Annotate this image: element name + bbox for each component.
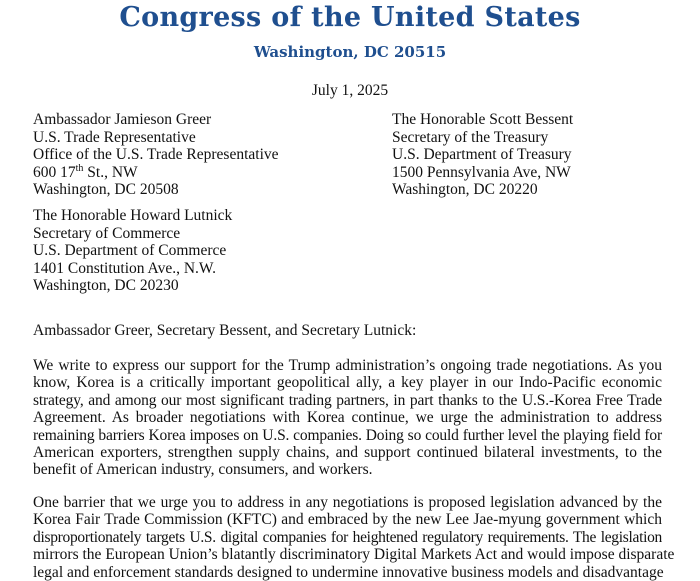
recipient-line: Washington, DC 20230: [33, 277, 179, 294]
paragraph-line: strategy, and among our most significant trading partners, in part thanks to the U.S.-Korea Free Trade: [33, 391, 662, 409]
recipient-lutnick: [33, 207, 232, 295]
letter-date: July 1, 2025: [311, 82, 389, 99]
recipient-bessent: [392, 111, 573, 199]
ordinal-suffix: th: [75, 162, 84, 174]
recipient-line: Washington, DC 20508: [33, 181, 179, 198]
recipient-line: U.S. Trade Representative: [33, 128, 196, 146]
street-number: 600 17: [33, 163, 76, 181]
recipient-line: Washington, DC 20220: [392, 181, 538, 198]
paragraph-line: disproportionately targets U.S. digital companies for heightened regulatory requirements. The legislation: [33, 528, 662, 546]
street-name: St., NW: [83, 163, 138, 181]
recipient-line: The Honorable Scott Bessent: [392, 111, 574, 128]
paragraph-line: American exporters, strengthen supply chains, and support continued bilateral investments, to the: [33, 443, 662, 461]
body-paragraph-1: [33, 357, 662, 479]
paragraph-line: One barrier that we urge you to address in any negotiations is proposed legislation advanced by the: [33, 494, 662, 511]
salutation: Ambassador Greer, Secretary Bessent, and Secretary Lutnick:: [33, 322, 417, 339]
body-paragraph-2: [33, 494, 675, 581]
letterhead-title: Congress of the United States: [119, 2, 581, 33]
paragraph-line: benefit of American industry, consumers, and workers.: [33, 461, 373, 479]
recipient-line: 1500 Pennsylvania Ave, NW: [392, 163, 571, 181]
paragraph-line: Korea Fair Trade Commission (KFTC) and embraced by the new Lee Jae-myung government which: [33, 511, 662, 529]
recipient-line: 1401 Constitution Ave., N.W.: [33, 259, 216, 277]
recipient-line: Ambassador Jamieson Greer: [33, 111, 212, 128]
recipient-line: The Honorable Howard Lutnick: [33, 207, 233, 224]
recipient-line: U.S. Department of Commerce: [33, 242, 227, 259]
recipient-line: U.S. Department of Treasury: [392, 146, 572, 163]
recipient-greer: [33, 111, 279, 199]
recipient-street-line: [33, 164, 279, 182]
letterhead-address: Washington, DC 20515: [253, 43, 447, 61]
paragraph-line: mirrors the European Union’s blatantly discriminatory Digital Markets Act and would impose disparate: [33, 546, 675, 564]
recipient-line: Secretary of the Treasury: [392, 128, 549, 146]
paragraph-line: We write to express our support for the Trump administration’s ongoing trade negotiations. As you: [33, 357, 662, 374]
paragraph-line: legal and enforcement standards designed to undermine innovative business models and disadvantage: [33, 563, 664, 581]
paragraph-line: know, Korea is a critically important geopolitical ally, a key player in our Indo-Pacific economic: [33, 374, 662, 392]
paragraph-line: Agreement. As broader negotiations with Korea continue, we urge the administration to address: [33, 409, 662, 427]
recipient-line: Office of the U.S. Trade Representative: [33, 146, 279, 163]
paragraph-line: remaining barriers Korea imposes on U.S. companies. Doing so could further level the playing field for: [33, 426, 662, 444]
recipient-line: Secretary of Commerce: [33, 224, 181, 242]
